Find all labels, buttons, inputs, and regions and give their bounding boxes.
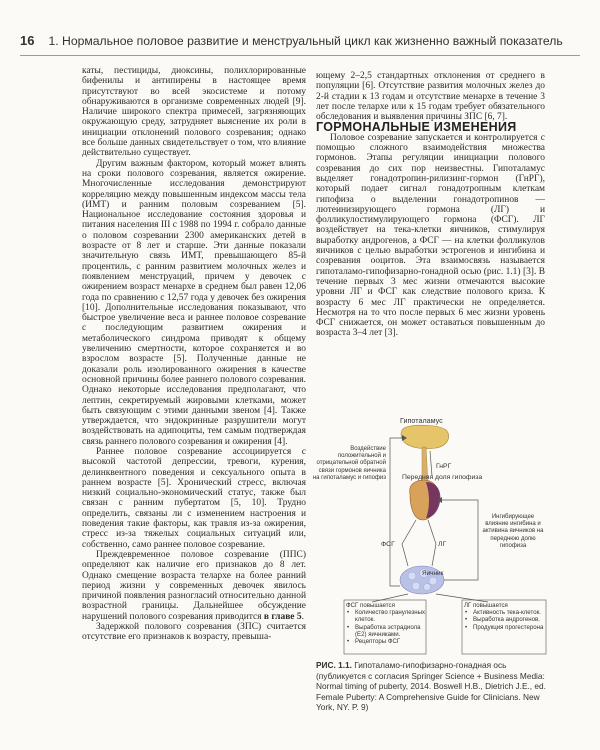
lh-box-text	[464, 602, 548, 631]
page-number: 16	[20, 33, 35, 48]
paragraph: ющему 2–2,5 стандартных отклонения от среднего в популяции [6]. Отсутствие развития молочных желез до 2-й стадии к 13 годам и отсутствие менархе в течение 3 лет после телархе или к 15 годам требует обязательного обследования и выявления причины ЗПС [6, 7].	[316, 71, 545, 123]
paragraph: Другим важным фактором, который может влиять на сроки полового созревания, является ожирение. Многочисленные исследования демонстрируют корреляцию между повышенным индексом массы тела (ИМТ) и ранним половым созреванием [5]. Национальное исследование состояния здоровья и питания населения III с 1988 по 1994 г. собрало данные о половом созревании 2300 американских детей в возрасте от 8 лет и старше. Эти данные показали значительную связь ИМТ, превышающего 85-й процентиль, с ранним развитием молочных желез и появлением менструаций, причем у девочек с ожирением возраст менархе в среднем был равен 12,06 года по сравнению с 12,57 года у девочек без ожирения [10]. Дополнительные исследования показывают, что быстрое увеличение веса и раннее половое созревание с последующим развитием ожирения и метаболического синдрома приводят к общему увеличению смертности, которое сохраняется и во взрослом возрасте [5]. Полученные данные не доказали роль изолированного ожирения в качестве основной причины более раннего полового созревания. Однако некоторые исследования предполагают, что лептин, секретируемый жировыми клетками, может быть связующим с этими данными звеном [4]. Также утверждается, что эндокринные разрушители могут воздействовать на адипоциты, тем самым подтверждая связь раннего полового созревания и ожирения [4].	[82, 158, 306, 447]
label-anterior-pituitary: Передняя доля гипофиза	[402, 474, 483, 481]
paragraph: Половое созревание запускается и контролируется с помощью сложного взаимодействия множества гормонов. Этапы регуляции инициации полового созревания до сих пор неизвестны. Гипоталамус выделяет гонадотропин-рилизинг-гормон (ГнРГ), который подает сигнал гонадотропным клеткам гипофиза о выделении гонадотропинов — лютеинизирующего гормона (ЛГ) и фолликулостимулирующего гормона (ФСГ). ЛГ воздействует на тека-клетки яичников, стимулируя выработку андрогенов, а ФСГ — на клетки фолликулов яичников с целью выработки эстрогенов и ингибина и созревания ооцитов. Эта взаимосвязь называется гипоталамо-гипофизарно-гонадной осью (рис. 1.1) [3]. В течение первых 3 мес жизни отмечаются высокие уровни ЛГ и ФСГ как следствие полового криза. К возрасту 6 мес ЛГ практически не определяется. Несмотря на то что после первых 6 мес жизни уровень ФСГ снижается, он может оставаться повышенным до возраста 3–4 лет [3].	[316, 132, 545, 339]
label-lh: ЛГ	[438, 541, 447, 548]
label-ovary: Яичник	[422, 570, 444, 577]
chapter-reference: в главе 5	[263, 611, 302, 622]
fsh-box-item: • Количество гранулезных клеток.	[355, 609, 426, 623]
fsh-box-text	[346, 602, 426, 645]
paragraph: Раннее половое созревание ассоциируется с высокой частотой депрессии, тревоги, курения, делинквентного поведения и сексуального опыта в раннем возрасте [5]. Хронический стресс, включая низкий социально-экономический статус, также был связан с ранним пубертатом [5, 10]. Трудно определить, связаны ли с изменением настроения и поведения такие факторы, как травля из-за ожирения, стресс из-за тяжелых социальных ситуаций или, собственно, само раннее половое созревание.	[82, 446, 306, 550]
running-title: 1. Нормальное половое развитие и менструальный цикл как жизненно важный показатель	[48, 34, 563, 48]
right-column	[316, 71, 545, 339]
page-header	[20, 33, 580, 53]
label-right-inhibition: Ингибирующее влияние ингибина и активина яичников на переднюю долю гипофиза	[482, 514, 544, 549]
hypothalamus-shape	[401, 425, 449, 449]
lh-box-title: ЛГ повышается	[464, 602, 508, 609]
header-rule	[20, 55, 580, 56]
paragraph: Задержкой полового созревания (ЗПС) считается отсутствие его признаков к возрасту, превыша-	[82, 622, 306, 643]
gnrh-arrow	[430, 451, 432, 476]
left-column	[82, 66, 306, 643]
left-feedback-line	[390, 438, 402, 586]
figure-caption	[316, 660, 548, 713]
lh-box-item: • Активность тека-клеток.	[473, 609, 548, 616]
label-hypothalamus: Гипоталамус	[400, 416, 443, 425]
paragraph-text-end: .	[301, 611, 304, 622]
lh-arrow	[428, 520, 436, 566]
paragraph-text: Преждевременное половое созревание (ППС) определяют как наличие его признаков до 8 лет. Однако смещение возраста телархе на более ранний период жизни у современных девочек явилось причиной появления разногласий относительно данной возрастной границы. Дальнейшее обсуждение нарушений полового созревания приводится	[82, 549, 306, 622]
caption-label: РИС. 1.1.	[316, 660, 352, 670]
caption-text: Гипоталамо-гипофизарно-гонадная ось (публикуется с согласия Springer Science + Business Media: Normal timing of puberty, 2014. Boswell H.B., Dietrich J.E., ed. Female Puberty: A Comprehensive Guide for Clinicians. New York, NY. P. 9)	[316, 660, 546, 713]
paragraph: каты, пестициды, диоксины, полихлорированные бифенилы и антипирены в настоящее время присутствуют во всей экосистеме и потому обнаруживаются в организме современных людей [9]. Наличие широкого спектра примесей, загрязняющих окружающую среду, затрудняет выяснение их роли в инициации отклонений полового созревания; однако все больше данных свидетельствует о том, что влияние действительно существует.	[82, 66, 306, 159]
fsh-box-item: • Рецепторы ФСГ	[355, 638, 426, 645]
label-fsh: ФСГ	[381, 541, 395, 548]
lh-box-item: • Выработка андрогенов.	[473, 616, 548, 623]
lh-box-item: • Продукция прогестерона	[473, 624, 548, 631]
figure-hpg-axis	[312, 416, 548, 658]
label-gnrh: ГнРГ	[436, 463, 452, 470]
fsh-arrow	[402, 520, 416, 566]
right-inhibition-line	[442, 500, 478, 580]
paragraph	[82, 550, 306, 622]
label-left-feedback: Воздействие положительной и отрицательной обратной связи гормонов яичника на гипоталамус и гипофиз	[312, 446, 386, 481]
fsh-box-item: • Выработка эстрадиола (Е2) яичниками.	[355, 624, 426, 638]
section-heading: ГОРМОНАЛЬНЫЕ ИЗМЕНЕНИЯ	[316, 120, 517, 135]
fsh-box-title: ФСГ повышается	[346, 602, 395, 609]
